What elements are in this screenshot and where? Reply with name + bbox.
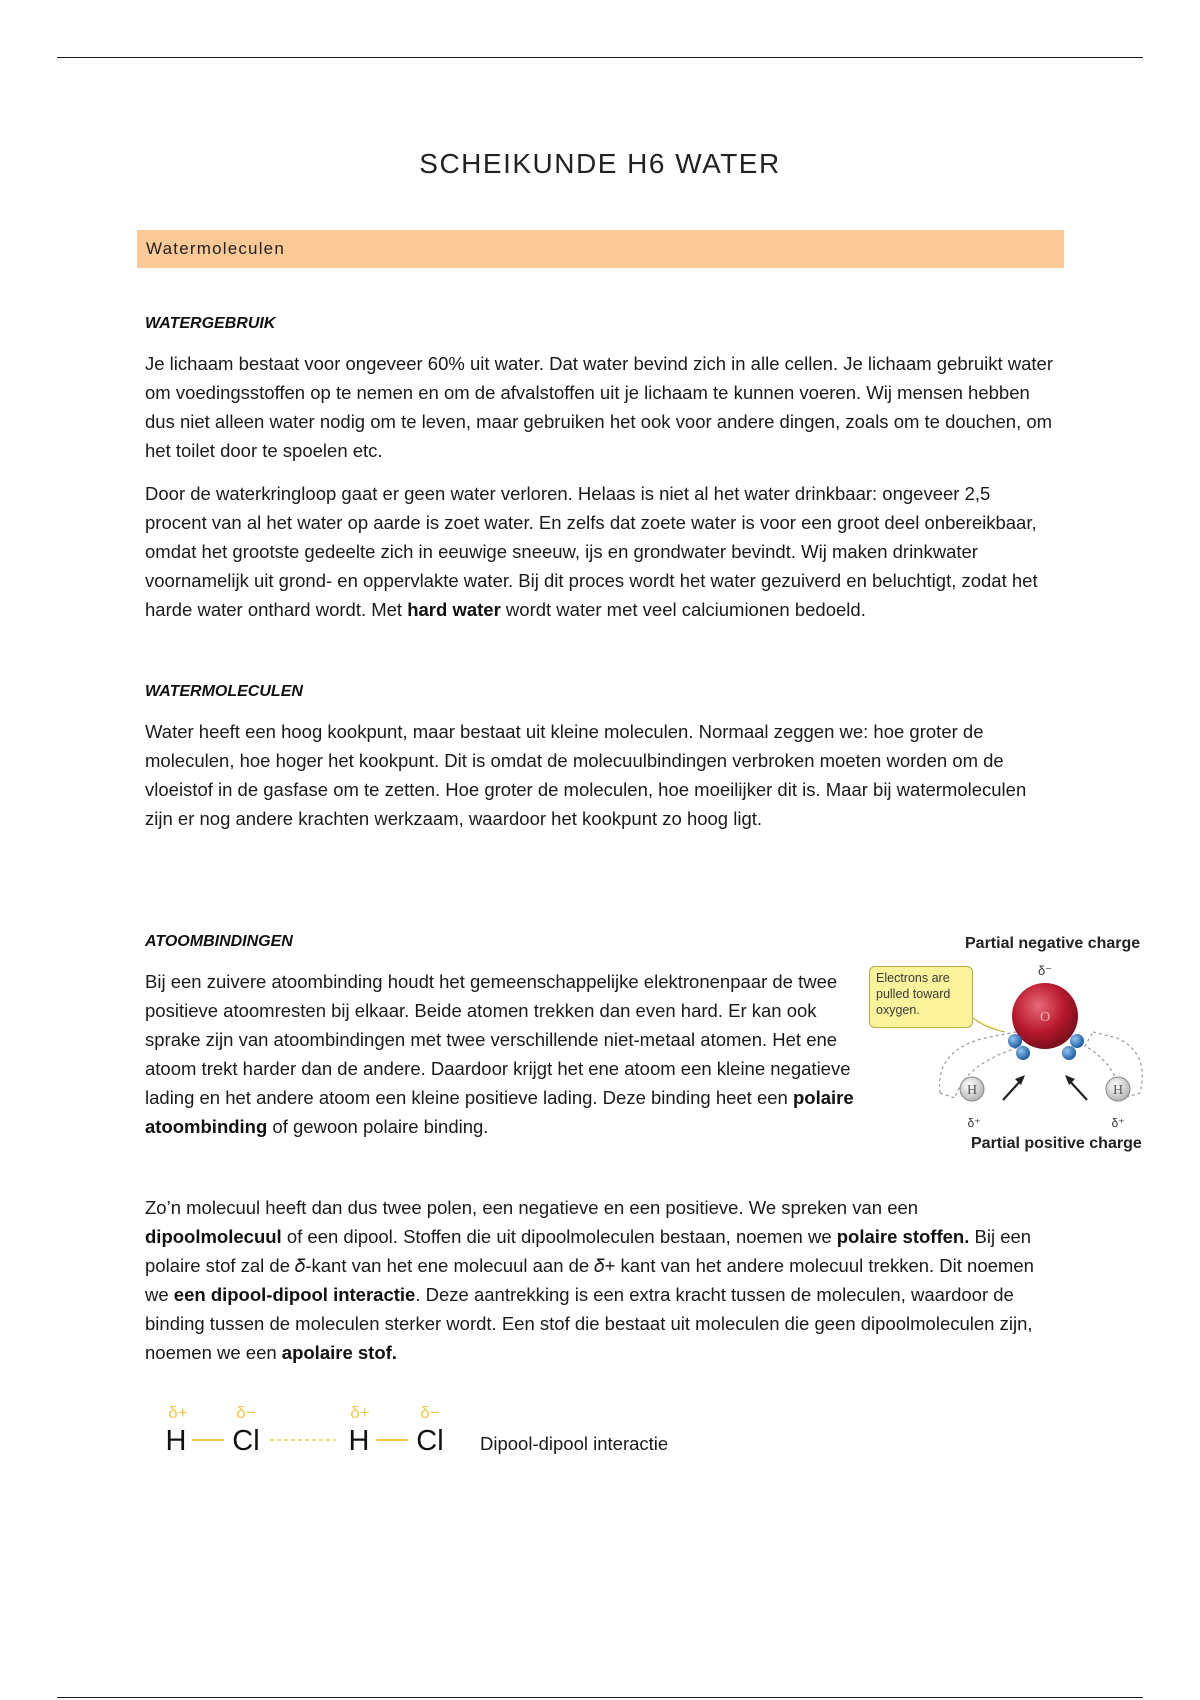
watergebruik-paragraph-2: Door de waterkringloop gaat er geen water verloren. Helaas is niet al het water drinkbaar: ongeveer 2,5 procent van al het water op aarde is zoet water. En zelfs dat zoete water is voor een groot deel onbereikbaar, omdat het grootste gedeelte zich in eeuwige sneeuw, ijs en grondwater bevindt. Wij maken drinkwater voornamelijk uit grond- en oppervlakte water. Bij dit proces wordt het water gezuiverd en beluchtigt, zodat het harde water onthard wordt. Met hard water wordt water met veel calciumionen bedoeld.	[145, 483, 1038, 620]
partial-negative-charge-label: Partial negative charge	[965, 935, 1141, 952]
watermoleculen-paragraph: Water heeft een hoog kookpunt, maar bestaat uit kleine moleculen. Normaal zeggen we: hoe groter de moleculen, hoe hoger het kookpunt. Dit is omdat de molecuulbindingen verbroken moeten worden om de vloeistof in de gasfase om te zetten. Hoe groter de moleculen, hoe moeilijker dit is. Maar bij watermoleculen zijn er nog andere krachten werkzaam, waardoor het kookpunt zo hoog ligt.	[145, 721, 1027, 829]
hcl-caption: Dipool-dipool interactie	[480, 1433, 669, 1454]
term-polaire-stoffen: polaire stoffen.	[836, 1226, 970, 1247]
section-header-bar	[137, 230, 1064, 268]
term-apolaire-stof: apolaire stof.	[281, 1342, 397, 1363]
chlorine-1: Cl	[232, 1425, 260, 1457]
atoombindingen-paragraph-1: Bij een zuivere atoombinding houdt het gemeenschappelijke elektronenpaar de twee positieve atoomresten bij elkaar. Beide atomen trekken dan even hard. Er kan ook sprake zijn van atoombindingen met twee verschillende niet-metaal atomen. Het ene atoom trekt harder dan de andere. Daardoor krijgt het ene atoom een kleine negatieve lading en het andere atoom een kleine positieve lading. Deze binding heet een polaire atoombinding of gewoon polaire binding.	[145, 971, 854, 1137]
oxygen-symbol: O	[1039, 1010, 1051, 1025]
electron	[1016, 1046, 1030, 1060]
delta-minus-1: δ−	[236, 1403, 256, 1422]
delta-plus-label-left: δ⁺	[967, 1116, 981, 1130]
watergebruik-heading: WATERGEBRUIK	[145, 315, 276, 332]
delta-plus-label-right: δ⁺	[1111, 1116, 1125, 1130]
dipool-paragraph-block	[145, 1193, 1057, 1367]
chlorine-2: Cl	[416, 1425, 444, 1457]
watergebruik-section	[145, 315, 1055, 624]
hydrogen-symbol-right: H	[1112, 1083, 1124, 1098]
partial-positive-charge-label: Partial positive charge	[971, 1135, 1142, 1152]
watergebruik-paragraph-1: Je lichaam bestaat voor ongeveer 60% uit water. Dat water bevind zich in alle cellen. Je lichaam gebruikt water om voedingsstoffen op te nemen en om de afvalstoffen uit je lichaam te kunnen voeren. Wij mensen hebben dus niet alleen water nodig om te leven, maar gebruiken het ook voor andere dingen, zoals om te douchen, om het toilet door te spoelen etc.	[145, 353, 1053, 461]
delta-minus-2: δ−	[420, 1403, 440, 1422]
atoombindingen-section	[145, 933, 855, 1141]
electrons-callout: Electrons are pulled toward oxygen.	[869, 966, 973, 1028]
watermoleculen-heading: WATERMOLECULEN	[145, 683, 303, 700]
watermoleculen-section	[145, 683, 1055, 833]
delta-minus-label: δ⁻	[1037, 963, 1053, 978]
hydrogen-2: H	[348, 1425, 370, 1457]
hcl-dipole-figure	[150, 1395, 470, 1475]
section-header-label: Watermoleculen	[146, 239, 285, 258]
term-dipoolmolecuul: dipoolmolecuul	[145, 1226, 282, 1247]
atoombindingen-heading: ATOOMBINDINGEN	[145, 933, 293, 950]
delta-plus-1: δ+	[168, 1403, 188, 1422]
bottom-rule	[57, 1697, 1143, 1698]
water-molecule-figure	[865, 928, 1155, 1160]
term-dipool-dipool-interactie: een dipool-dipool interactie	[173, 1284, 416, 1305]
term-polaire-atoombinding: polaire atoombinding	[145, 1087, 854, 1137]
electron	[1062, 1046, 1076, 1060]
term-hard-water: hard water	[407, 599, 501, 620]
electron	[1070, 1034, 1084, 1048]
electron	[1008, 1034, 1022, 1048]
page-title: SCHEIKUNDE H6 WATER	[419, 148, 781, 179]
hcl-dipole-diagram	[150, 1395, 470, 1475]
hydrogen-1: H	[165, 1425, 187, 1457]
top-rule	[57, 57, 1143, 58]
atoombindingen-paragraph-2: Zo’n molecuul heeft dan dus twee polen, een negatieve en een positieve. We spreken van een dipoolmolecuul of een dipool. Stoffen die uit dipoolmoleculen bestaan, noemen we polaire stoffen. Bij een polaire stof zal de 𝛿-kant van het ene molecuul aan de 𝛿+ kant van het andere molecuul trekken. Dit noemen we een dipool-dipool interactie. Deze aantrekking is een extra kracht tussen de moleculen, waardoor de binding tussen de moleculen sterker wordt. Een stof die bestaat uit moleculen die geen dipoolmoleculen zijn, noemen we een apolaire stof.	[145, 1197, 1034, 1363]
delta-plus-2: δ+	[350, 1403, 370, 1422]
hydrogen-symbol-left: H	[966, 1083, 978, 1098]
water-molecule-diagram	[865, 928, 1155, 1160]
